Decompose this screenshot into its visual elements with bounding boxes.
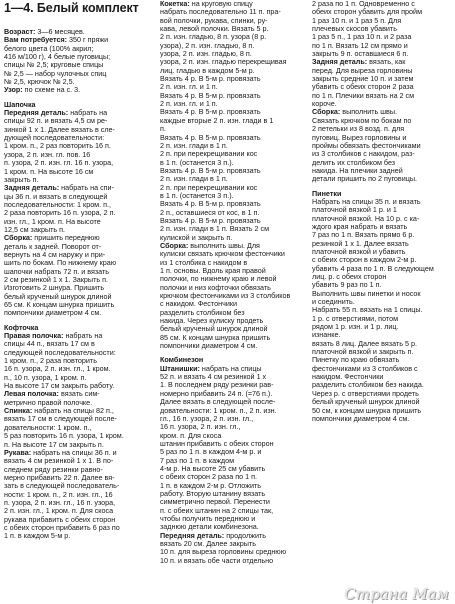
text: спицы № 2,5; круговые спицы — [4, 60, 104, 70]
text: 2 п. изн. глади в 1 п. Вязать 2 см — [160, 224, 270, 234]
text: Через р. с отверстиями продеть — [312, 388, 419, 398]
text: работу. Вторую штанину вязать — [160, 488, 266, 498]
text: накида. Через кулиску продеть — [160, 316, 264, 326]
text: вернуть на 4 см наружу и при- — [4, 249, 106, 259]
text: платочной вязкой и убавить — [312, 246, 406, 256]
text: платочной вязкой 1 р. и 1 — [312, 205, 397, 215]
text: 5 раз по 1 п. в каждом 4-м р. и — [160, 447, 262, 457]
text: кром. п. Для скоса — [160, 430, 222, 440]
text: 10 п. для выреза горловины среднюю — [160, 547, 287, 557]
text: шапочки набрать 72 п. и вязать — [4, 266, 110, 276]
text: Далее вязать в следующей после- — [160, 397, 276, 407]
text-line — [4, 532, 153, 540]
text: последовательности: 1 кром. п., — [4, 199, 112, 209]
text: вязать 4 см резинкой 1 х 1. В по- — [4, 456, 114, 466]
text: 2 раза по 1 п. Одновременно с — [312, 0, 415, 8]
text: изнанке. — [312, 330, 341, 340]
text: детали пришить по 2 пуговицы. — [312, 174, 418, 184]
text: узора, 2 п. изн. гладью перекрещивая — [160, 57, 287, 67]
text: п. узора, 2 п. изн. гл. 16 п. узора, — [4, 158, 114, 168]
text: вой полочки, рукава, спинки, ру- — [160, 15, 268, 25]
text: белого цвета (100% акрил; — [4, 43, 94, 53]
text: довательности: 1 кром. п., 2 п. изн. — [160, 405, 277, 415]
text: помпончики диаметром 4 см. — [4, 308, 102, 318]
text: следующей последовательности: — [4, 347, 116, 357]
text: 2 см резинкой 1 х 1. Закрыть п. — [4, 274, 109, 284]
text: 7 раз по 1 п. Вязать прямо 6 р. — [312, 230, 415, 240]
text: 1 кром. п., 2 раз повторить 16 п. — [4, 141, 111, 151]
text: 2 п., оставшиеся от кос, в 1 п. — [160, 207, 260, 217]
text: 4-м р. На высоте 25 см убавить — [160, 463, 266, 473]
text: разделить столбиком без накида. — [312, 380, 424, 390]
text: Вязать 4 р. В 5-м р. провязать — [160, 199, 261, 209]
text: п. с обеих штанин на 2 спицы так, — [160, 505, 274, 515]
text: проймы обвязать фестончиками — [312, 140, 421, 150]
text: разделить столбиком без — [160, 307, 245, 317]
text: плечевых скосов убавить — [312, 24, 397, 34]
text: платочной вязкой. На 10 р. с ка- — [312, 213, 420, 223]
text: кулиски связать крючком фестончики — [160, 249, 285, 259]
subheading: Задняя деталь: — [4, 183, 60, 193]
text: 65 см. К концам шнурка пришить — [4, 300, 115, 309]
text: ждого края набрать и вязать — [312, 221, 408, 231]
section-heading: Пинетки — [312, 188, 342, 198]
subheading: Левая полочка: — [4, 389, 59, 399]
text: набрать на спицы 36 п. и — [31, 447, 117, 457]
text: 2 п. изн. гл. и 1 п. — [160, 99, 218, 109]
subheading: Спинка: — [4, 406, 33, 416]
text: набрать на — [68, 108, 108, 118]
column-right — [312, 0, 452, 423]
text: лиц. р. с обеих сторон — [312, 272, 387, 281]
text: платочной вязкой и закрыть п. — [312, 347, 414, 357]
subheading: Задняя деталь: — [312, 57, 368, 67]
text: на круговую спицу — [189, 0, 253, 8]
text: по 1 п. Плечики вязать на 2 см — [312, 90, 415, 100]
text: номерно прибавить 24 п. (=76 п.). — [160, 388, 273, 398]
text: Связать крючком по бокам по — [312, 115, 412, 125]
text: шить по бокам. По нижнему краю — [4, 258, 117, 268]
text: вязать сим- — [58, 389, 100, 399]
subheading: Штанишки: — [160, 363, 200, 373]
subheading: Сборка: — [160, 240, 189, 250]
text: рукава прибавить с обеих сторон — [4, 514, 116, 524]
text: набрать на спицы — [199, 363, 262, 373]
text: закрыть п. — [4, 174, 39, 184]
text: ности: 1 кром. п., 2 п. изн. гл., 16 — [4, 489, 113, 499]
text: 1 кром. п. На высоте 16 см — [4, 166, 94, 176]
text: резинкой 1 х 1. Далее вязать — [312, 238, 409, 248]
text: 2 петельки из 8 возд. п. для — [312, 124, 405, 134]
text: На высоте 17 см закрыть работу. — [4, 381, 115, 391]
text: 2 п. изн. гл. и 1 п. — [160, 82, 218, 92]
text: метрично правой полочке. — [4, 397, 93, 407]
text: 2 п. изн. гл., 1 кром. п. Для скоса — [4, 506, 114, 516]
text: из 3 столбиков с накидом, раз- — [312, 149, 415, 159]
text: вязать, как — [367, 57, 406, 67]
watermark-logo: Страна Мам — [344, 585, 449, 603]
text: кава, левой полочки. Вязать 5 р. — [160, 24, 269, 34]
text-line — [4, 309, 153, 317]
section-heading: Кофточка — [4, 322, 39, 332]
text: крючком фестончиками из 3 столбиков — [160, 291, 291, 301]
text-line — [312, 175, 452, 183]
text: короче. — [312, 99, 337, 109]
text: 16 п. узора, 2 п. изн. гл., 1 кром. — [4, 364, 111, 374]
text: № 2,5, крючок № 2,5. — [4, 77, 75, 87]
text: рядом 1 р. изн. и 1 р. лиц. — [312, 322, 399, 332]
text: 1 раз 5 п., 1 раз 10 п. и 2 раза — [312, 32, 412, 42]
text: убавить с обеих сторон 2 раза — [312, 82, 414, 92]
text: 2 п. изн. гладью, 8 п. узора (8 р. — [160, 32, 267, 42]
text: Вязать 4 р. В 5-м р. провязать — [160, 107, 261, 117]
text: 10 п. и вязать обе части отдельно — [160, 555, 274, 565]
text: помпончики диаметром 4 см. — [312, 413, 410, 423]
subheading: Сборка: — [312, 107, 341, 117]
text: чтобы получить переднюю и — [160, 513, 256, 523]
text: накида. На плечики задней — [312, 165, 403, 175]
text: и соединить. — [312, 297, 355, 307]
text: Пинетку по краю обвязать — [312, 355, 400, 365]
text: Набрать 55 п. вязать на 1 спицы. — [312, 305, 423, 315]
text: зать в следующей последователь- — [4, 481, 120, 491]
text: по 1 п. Вязать 12 см прямо и — [312, 40, 408, 50]
text: по схеме на с. 3. — [22, 85, 81, 95]
text: заднюю детали комбинезона. — [160, 522, 259, 532]
text: полочки, по нижнему краю и левой — [160, 274, 277, 284]
section-heading: Шапочка — [4, 99, 36, 109]
text: в 1 п. (останется 3 п.). — [160, 157, 234, 167]
text: закрыть 9 п. оставшиеся 6 п. — [312, 49, 409, 59]
text: узора, 2 п. изн. гл. пов. 16 — [4, 149, 91, 159]
text: Набрать на спицы 35 п. и вязать — [312, 196, 421, 206]
text: 2 п. изн. глади в 1 п. — [160, 140, 228, 150]
text: каждые вторые 2 п. изн. глади в 1 — [160, 115, 274, 125]
text: 1 п. основы. Вдоль края правой — [160, 266, 266, 275]
text-line — [160, 342, 304, 350]
text: белый крученый шнурок длиной — [312, 397, 420, 407]
subheading: Вам потребуется: — [4, 35, 68, 45]
text: дующей последовательности: — [4, 133, 105, 143]
text: белый крученый шнурок длиной — [4, 291, 112, 301]
text: деталь к задней. Поворот от- — [4, 241, 102, 251]
text: 5 раз повторить 16 п. узора, 1 кром. — [4, 431, 124, 441]
text: 52 п. и вязать 4 см резинкой 1 х — [160, 372, 267, 382]
text: 1 раз 10 п. и 1 раз 5 п. Для — [312, 15, 402, 25]
text: продолжить — [224, 530, 267, 540]
text-line — [4, 86, 153, 94]
text: 350 г пряжи — [67, 35, 109, 45]
text: п., 10 п. узора, 1 кром. п. — [4, 372, 87, 382]
text: штанин прибавить с обеих сторон — [160, 438, 274, 448]
text: гл., 16 п. узора, 2 п. изн. гл., — [160, 413, 254, 423]
subheading: Сборка: — [4, 233, 33, 243]
text: набрать на спицы 82 п., — [32, 406, 114, 416]
text: из 1 столбика с накидом в — [160, 257, 248, 267]
text: фестончиками из 3 столбиков с — [312, 363, 418, 373]
text: закрыть средние 10 п. и затем — [312, 74, 414, 84]
text: выполнить швы. — [340, 107, 397, 117]
text: убавить 4 раза по 1 п. В следующем — [312, 263, 434, 273]
text: с обеих сторон 2 раза по 1 п. — [160, 472, 257, 482]
text: убавить 9 раз по 1 п. — [312, 280, 382, 290]
text: п. На высоте 17 см закрыть п. — [4, 439, 104, 449]
text: 1 п. в каждом 2-м р. Отложить — [160, 480, 262, 490]
text: лиц. гладью в каждом 5-м р. — [160, 65, 255, 75]
column-middle — [160, 0, 304, 565]
column-left — [4, 22, 153, 541]
text: 2 п. при перекрещивании кос — [160, 182, 258, 192]
text: выполнить швы. Для — [188, 240, 260, 250]
subheading: Передняя деталь: — [4, 108, 69, 118]
text: 2 п. изн. глади в 1 п. — [160, 174, 228, 184]
text: узора, 2 п. изн. гладью, 8 п. — [160, 49, 252, 59]
text: Вязать 4 р. В 5-м р. провязать — [160, 165, 261, 175]
text: Вязать 4 р. В 5-м р. провязать — [160, 74, 261, 84]
text: вязать 8 лиц. Далее вязать 5 р. — [312, 338, 417, 348]
text: спицы 92 п. и вязать 4,5 см ре- — [4, 116, 108, 126]
text: узора), 2 п. изн. гладью, 8 п. — [160, 40, 255, 50]
text: вязать 17 см в следующей после- — [4, 414, 117, 424]
text: набрать последовательно 11 п. пра- — [160, 7, 281, 17]
text-line — [160, 117, 304, 125]
text: с обеих сторон в каждом 2-м р. — [312, 255, 417, 265]
text: Вязать 4 р. В 5-м р. провязать — [160, 132, 261, 142]
text: перед. Для выреза горловины — [312, 65, 413, 75]
text: цы 36 п. и вязать в следующей — [4, 191, 108, 201]
text: 1 кром. п., 2 раза повторить — [4, 356, 97, 366]
text: 3—6 месяцев. — [35, 27, 85, 36]
text: помпончики диаметром 4 см. — [160, 341, 258, 351]
text: набрать на спи- — [59, 183, 114, 193]
text: довательности: 1 кром. п., — [4, 422, 92, 432]
text: Вязать 4 р. В 5-м р. провязать — [160, 90, 261, 100]
text: вязать 20 см. Далее закрыть — [160, 539, 257, 548]
text: пришить переднюю — [32, 233, 100, 243]
text: с обеих сторон прибавить 6 раз по — [4, 522, 120, 532]
text: делить их столбиком без — [312, 157, 396, 167]
text: следнем ряду резинки равно- — [4, 464, 103, 474]
text: 2 раза повторить 16 п. узора, 2 п. — [4, 208, 116, 218]
subheading: Возраст: — [4, 27, 36, 36]
text: накидом. Фестончики — [312, 372, 384, 382]
subheading: Правая полочка: — [4, 331, 64, 341]
text: изн. гл., 1 кром. п. На высоте — [4, 216, 101, 226]
text-line — [312, 415, 452, 423]
text: 12,5 см закрыть п. — [4, 224, 66, 234]
text: набрать на — [63, 331, 103, 341]
text: Изготовить 2 шнура. Пришить — [4, 283, 105, 293]
text: обеих сторон убавить для пройм — [312, 7, 423, 17]
text: белый крученый шнурок длиной — [160, 324, 268, 334]
subheading: Передняя деталь: — [160, 530, 225, 540]
text: № 2,5 — набор чулочных спиц — [4, 68, 107, 78]
text: 2 п. при перекрещивании кос — [160, 149, 258, 159]
text: кулиской и закрыть п. — [160, 232, 233, 242]
subheading: Кокетка: — [160, 0, 190, 8]
text-line — [160, 557, 304, 565]
text: симметрично первой. Перенести — [160, 497, 270, 507]
text: зинкой 1 х 1. Далее вязать в сле- — [4, 124, 115, 134]
text: спицы 44 п., вязать 17 см в — [4, 339, 95, 349]
text: с накидом. Фестончики — [160, 299, 237, 309]
text: пуговиц. Вырез горловины и — [312, 132, 407, 142]
subheading: Рукава: — [4, 447, 32, 457]
section-heading: Комбинезон — [160, 355, 204, 365]
text: 7 раз по 1 п. в каждом — [160, 455, 235, 465]
text: 1. В последнем ряду резинки рав- — [160, 380, 274, 390]
text: полочки и низ кофточки обвязать — [160, 282, 271, 292]
page-title: 1—4. Белый комплект — [4, 1, 139, 15]
text: п. — [160, 124, 166, 134]
text: 416 м/100 г), 4 белые пуговицы; — [4, 52, 111, 62]
text: Выполнить швы пинетки и носок — [312, 288, 421, 298]
text: 85 см. К концам шнурка пришить — [160, 332, 271, 342]
text: 1 р. с отверстиями, потом — [312, 313, 399, 323]
text: 1 п. в каждом 5-м р. — [4, 531, 71, 541]
text: п. узора, 2 п. изн. гл., 16 п. узора, — [4, 497, 116, 507]
subheading: Узор: — [4, 85, 23, 95]
text: Вязать 4 р. В 5-м р. провязать — [160, 215, 261, 225]
text: в 1 п. (останется 3 п.). — [160, 190, 234, 200]
text: мерно прибавить 22 п. Далее вя- — [4, 472, 115, 482]
text: 50 см, к концам шнурка пришить — [312, 405, 422, 415]
text: 16 п. узора, 2 п. изн. гл., — [160, 422, 241, 432]
